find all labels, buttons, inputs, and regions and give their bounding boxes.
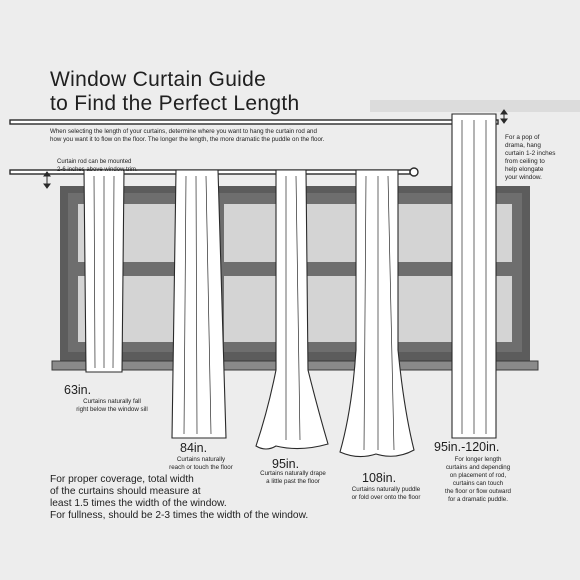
coverage-line: least 1.5 times the width of the window. xyxy=(50,498,227,509)
page-title-line-1: Window Curtain Guide xyxy=(50,68,267,91)
length-desc-line: right below the window sill xyxy=(76,406,148,413)
curtain-84in xyxy=(172,170,226,438)
length-desc-line: Curtains naturally fall xyxy=(83,398,141,405)
length-95-120-label: 95in.-120in. xyxy=(434,440,500,454)
rod-note-line: 2-6 inches above window trim. xyxy=(57,167,138,173)
drama-note-line: drama, hang xyxy=(505,142,541,149)
length-desc-line: or fold over onto the floor xyxy=(351,494,421,501)
length-desc-line: Curtains naturally drape xyxy=(260,470,326,477)
length-desc-line: Curtains naturally xyxy=(176,456,226,463)
upper-curtain-rod xyxy=(10,120,498,124)
drama-note-line: from ceiling to xyxy=(505,158,545,165)
rod-note-line: Curtain rod can be mounted xyxy=(57,159,132,165)
intro-text xyxy=(50,128,410,144)
length-63-description xyxy=(52,398,172,414)
drama-note xyxy=(505,134,577,182)
drama-note-line: For a pop of xyxy=(505,134,540,141)
coverage-line: of the curtains should measure at xyxy=(50,486,201,497)
length-desc-line: for a dramatic puddle. xyxy=(448,496,508,503)
curtain-63in xyxy=(84,170,124,372)
drama-note-line: curtain 1-2 inches xyxy=(505,150,556,157)
length-84-label: 84in. xyxy=(180,441,208,455)
drama-note-line: help elongate xyxy=(505,166,544,173)
rod-mount-note xyxy=(57,158,197,174)
length-108-label: 108in. xyxy=(362,471,397,485)
length-desc-line: For longer length xyxy=(454,456,502,463)
length-63-label: 63in. xyxy=(64,383,92,397)
length-desc-line: reach or touch the floor xyxy=(169,464,233,471)
rod-finial xyxy=(410,168,418,176)
length-desc-line: curtains and depending xyxy=(445,464,511,471)
length-desc-line: the floor or flow outward xyxy=(444,488,512,495)
coverage-line: For proper coverage, total width xyxy=(50,474,194,485)
length-95-label: 95in. xyxy=(272,457,300,471)
length-desc-line: on placement of rod, xyxy=(449,472,507,479)
length-desc-line: curtains can touch xyxy=(452,480,504,487)
intro-line: When selecting the length of your curtains, determine where you want to hang the curtain rod and xyxy=(50,128,317,135)
intro-line: how you want it to flow on the floor. The longer the length, the more dramatic the puddle on the floor. xyxy=(50,136,325,143)
curtain-95-120in xyxy=(452,114,496,438)
length-desc-line: Curtains naturally puddle xyxy=(351,486,421,493)
coverage-note xyxy=(50,474,380,522)
drama-note-line: your window. xyxy=(505,174,542,181)
title-accent-bar xyxy=(370,100,580,112)
coverage-line: For fullness, should be 2-3 times the width of the window. xyxy=(50,510,309,521)
page-title-line-2: to Find the Perfect Length xyxy=(50,92,300,115)
length-95-120-description xyxy=(424,456,532,504)
length-desc-line: a little past the floor xyxy=(266,478,320,485)
